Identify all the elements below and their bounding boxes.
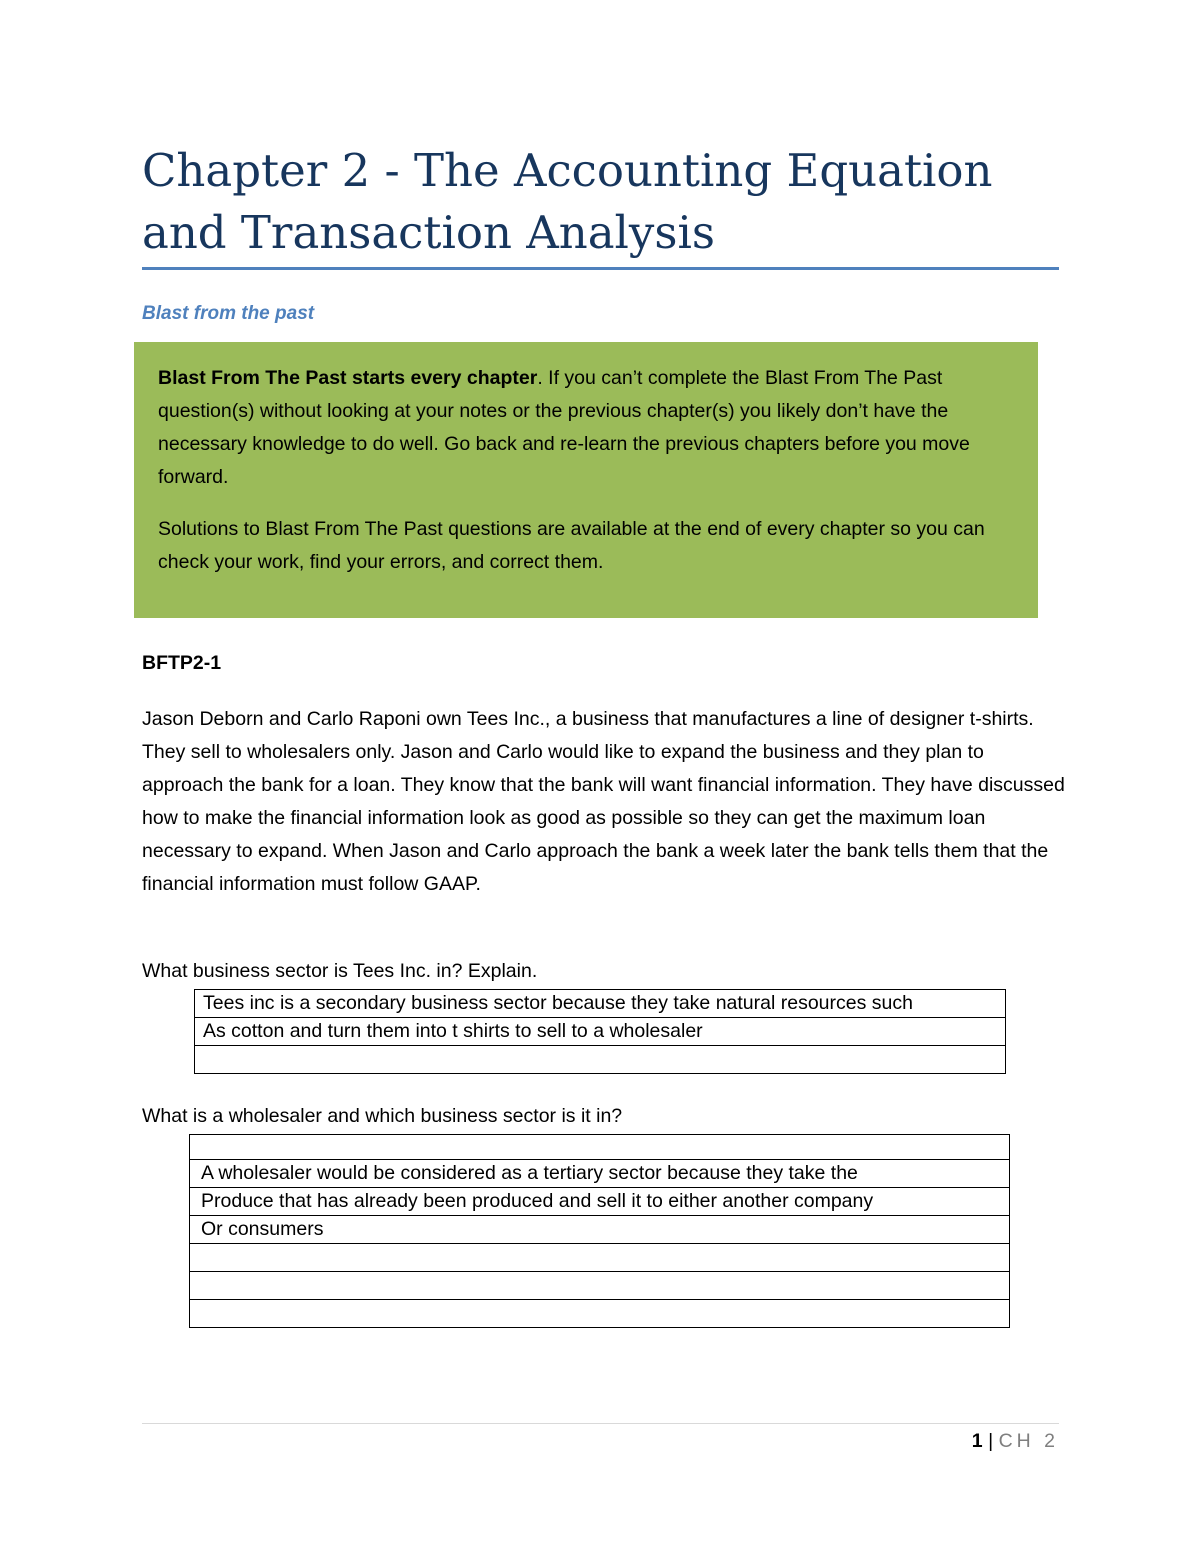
question-1-prompt: What business sector is Tees Inc. in? Explain. [142, 960, 538, 982]
scenario-paragraph: Jason Deborn and Carlo Raponi own Tees Inc., a business that manufactures a line of designer t-shirts. They sell to wholesalers only. Jason and Carlo would like to expand the business and they plan to approach the bank for a loan. They know that the bank will want financial information. They have discussed how to make the financial information look as good as possible so they can get the maximum loan necessary to expand. When Jason and Carlo approach the bank a week later the bank tells them that the financial information must follow GAAP. [142, 708, 1065, 895]
answer-row [190, 1135, 1010, 1160]
page-footer [972, 1430, 1059, 1453]
title-underline [142, 267, 1059, 270]
answer-row [190, 1188, 1010, 1216]
answer-cell[interactable] [190, 1135, 1010, 1160]
answer-table-2 [189, 1134, 1010, 1328]
answer-cell[interactable]: Or consumers [190, 1216, 1010, 1244]
answer-cell[interactable]: A wholesaler would be considered as a tertiary sector because they take the [190, 1160, 1010, 1188]
footer-divider [142, 1423, 1059, 1424]
page-number: 1 [971, 1430, 983, 1452]
answer-cell[interactable]: Produce that has already been produced and sell it to either another company [190, 1188, 1010, 1216]
chapter-title: Chapter 2 - The Accounting Equation and Transaction Analysis [142, 144, 993, 259]
question-id: BFTP2-1 [142, 652, 222, 674]
callout-lead-bold: Blast From The Past starts every chapter [158, 367, 538, 389]
answer-row [190, 1272, 1010, 1300]
answer-row [190, 1244, 1010, 1272]
answer-row [190, 1216, 1010, 1244]
callout-paragraph-2: Solutions to Blast From The Past questions are available at the end of every chapter so you can check your work, find your errors, and correct them. [158, 518, 985, 573]
answer-cell[interactable] [190, 1244, 1010, 1272]
chapter-label: CH 2 [998, 1430, 1059, 1452]
answer-row [190, 1300, 1010, 1328]
callout-paragraph-1 [158, 362, 1014, 494]
answer-row [195, 1046, 1006, 1074]
footer-separator: | [988, 1430, 994, 1452]
answer-cell[interactable] [195, 1046, 1006, 1074]
answer-cell[interactable] [190, 1272, 1010, 1300]
section-subheading: Blast from the past [142, 303, 315, 324]
answer-row [195, 1018, 1006, 1046]
answer-table-1 [194, 989, 1006, 1074]
callout-lead-rest: . If you can’t complete the Blast From The Past question(s) without looking at your notes or the previous chapter(s) you likely don’t have the necessary knowledge to do well. Go back and re-learn the previous chapters before you move forward. [158, 367, 970, 488]
question-2-prompt: What is a wholesaler and which business sector is it in? [142, 1105, 623, 1127]
answer-cell[interactable]: Tees inc is a secondary business sector because they take natural resources such [195, 990, 1006, 1018]
answer-cell[interactable]: As cotton and turn them into t shirts to sell to a wholesaler [195, 1018, 1006, 1046]
answer-cell[interactable] [190, 1300, 1010, 1328]
answer-row [190, 1160, 1010, 1188]
answer-row [195, 990, 1006, 1018]
blast-from-the-past-callout [134, 342, 1038, 618]
